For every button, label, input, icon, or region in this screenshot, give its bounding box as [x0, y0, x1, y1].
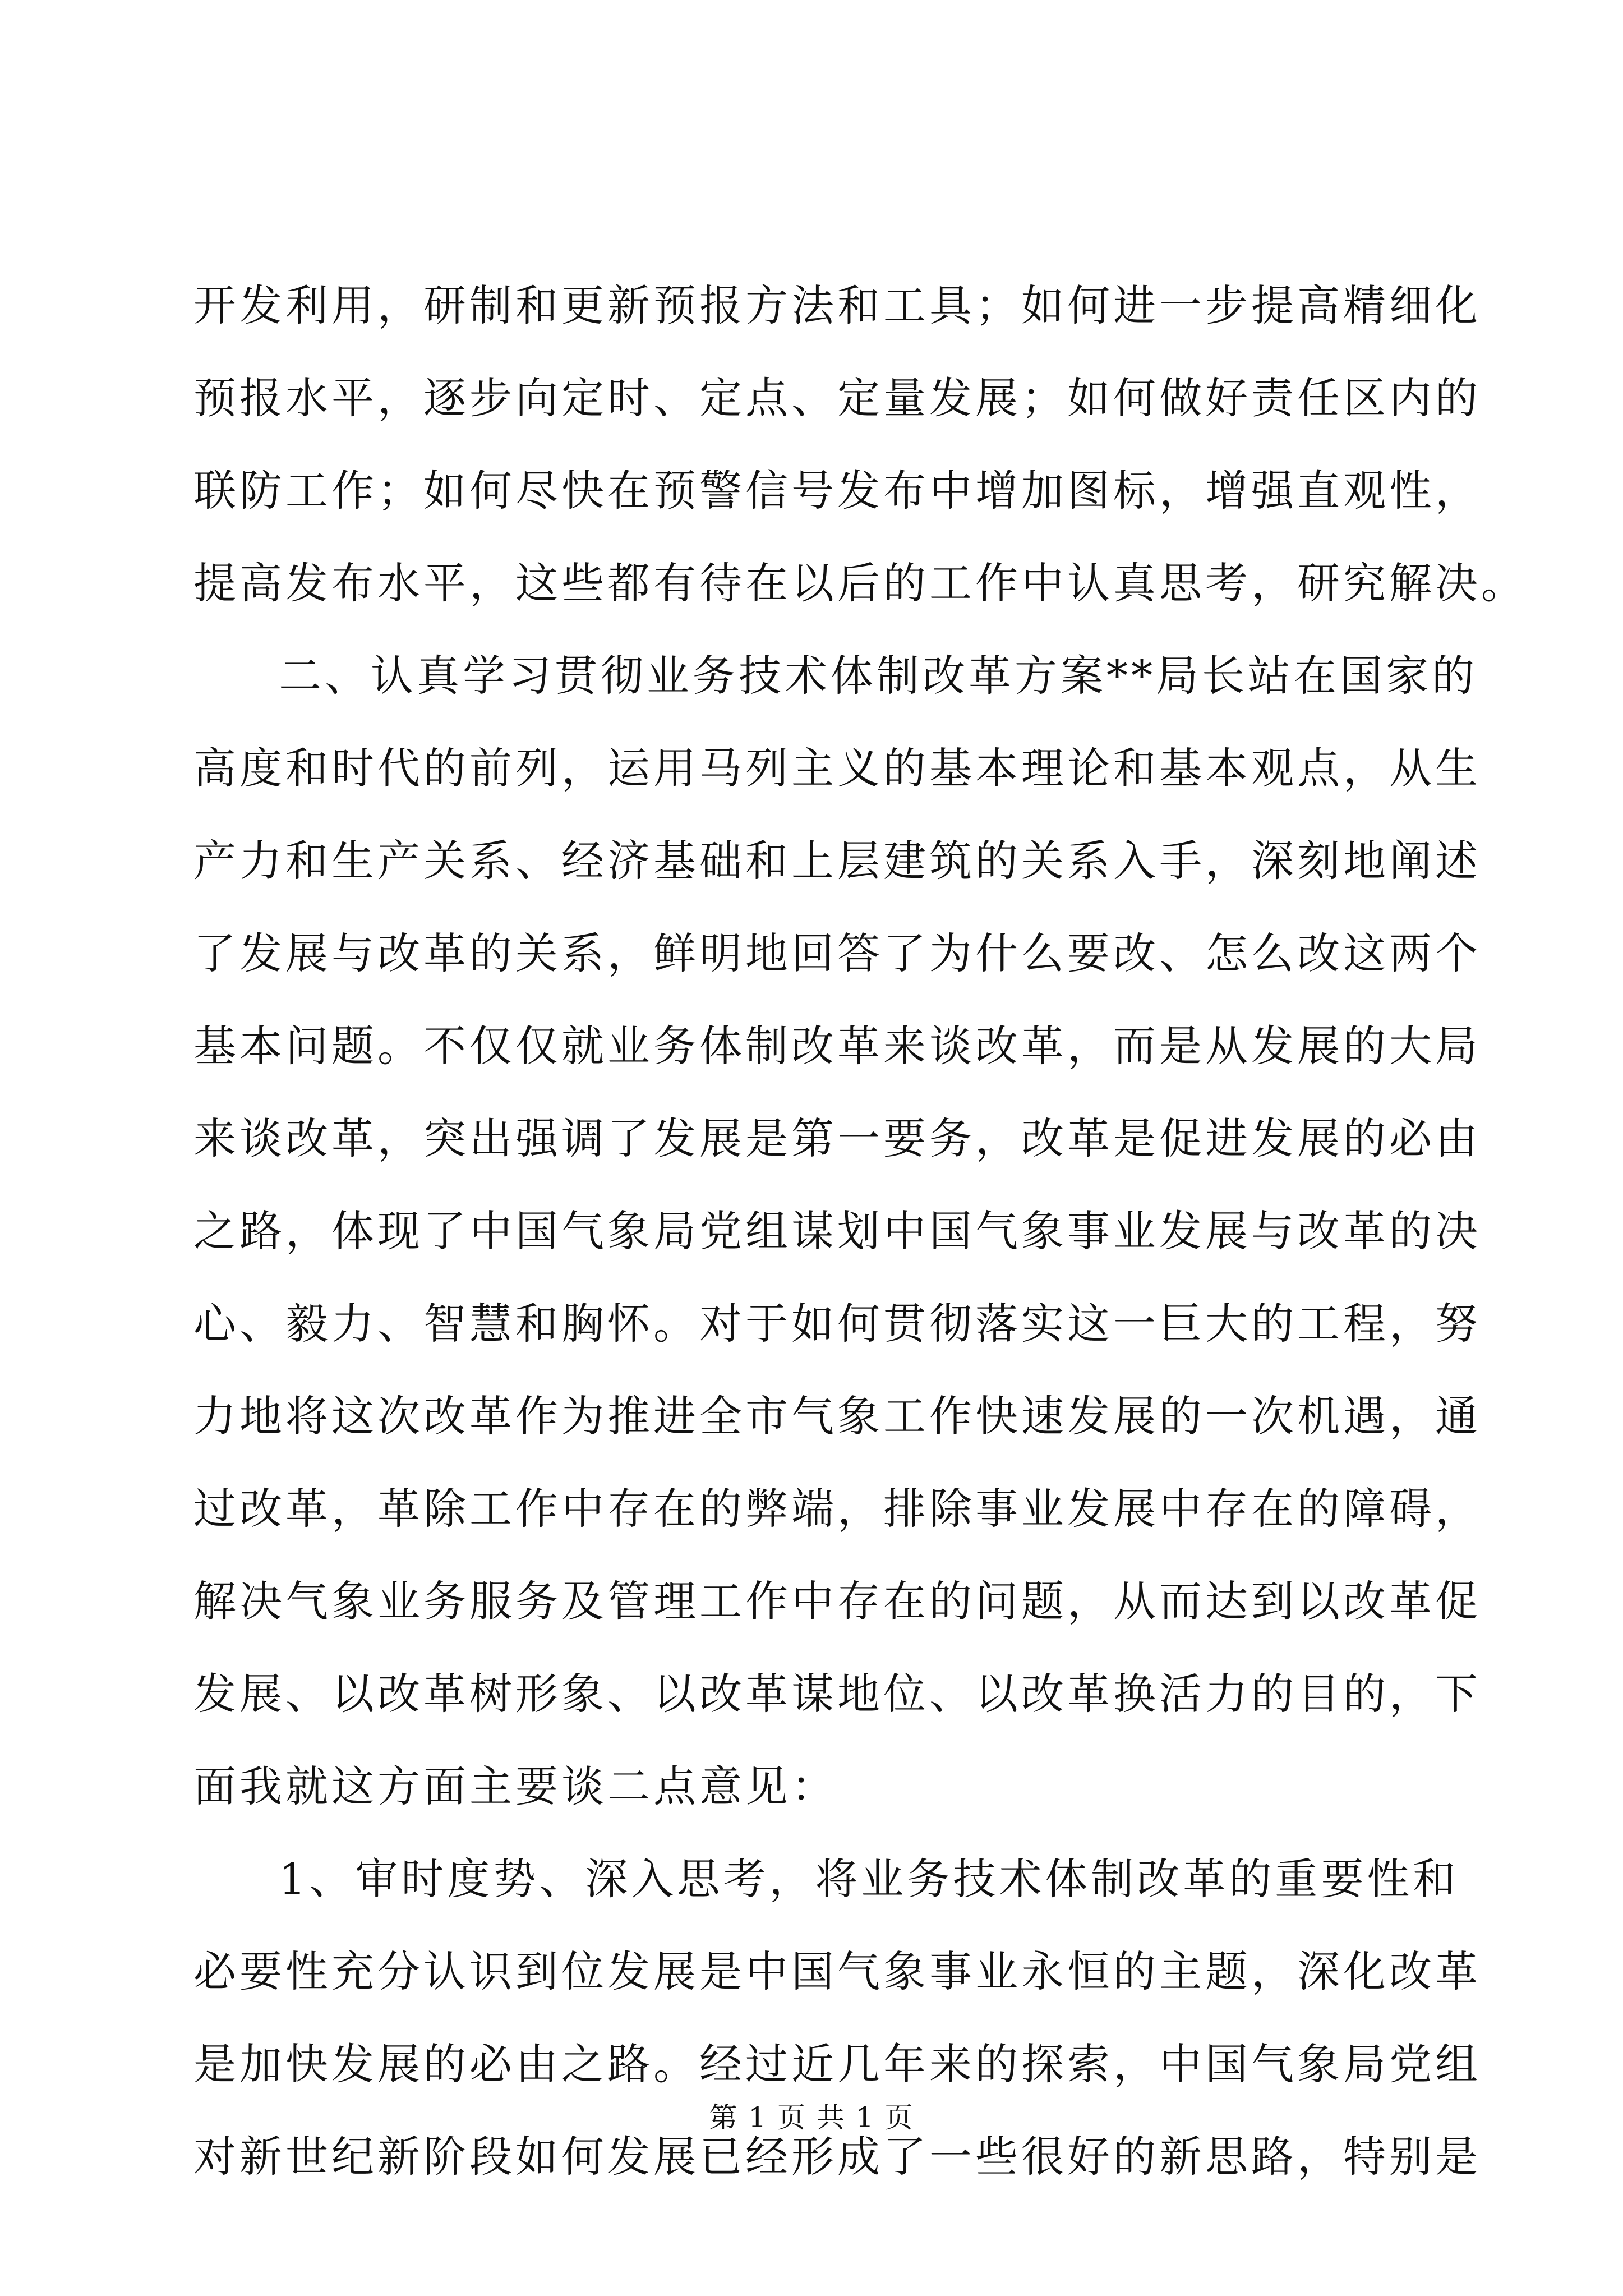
- text-line: 发展、以改革树形象、以改革谋地位、以改革换活力的目的，下: [193, 1669, 1481, 1719]
- text-line: 是加快发展的必由之路。经过近几年来的探索，中国气象局党组: [193, 2039, 1481, 2089]
- text-line: 来谈改革，突出强调了发展是第一要务，改革是促进发展的必由: [193, 1114, 1481, 1163]
- page-footer: [0, 2101, 1623, 2134]
- text-line: 对新世纪新阶段如何发展已经形成了一些很好的新思路，特别是: [193, 2132, 1481, 2182]
- paragraph-start-line: 二、认真学习贯彻业务技术体制改革方案**局长站在国家的: [279, 651, 1478, 701]
- text-line: 解决气象业务服务及管理工作中存在的问题，从而达到以改革促: [193, 1576, 1481, 1626]
- text-line: 联防工作；如何尽快在预警信号发布中增加图标，增强直观性，: [193, 466, 1481, 516]
- text-line: 了发展与改革的关系，鲜明地回答了为什么要改、怎么改这两个: [193, 928, 1481, 978]
- text-line: 高度和时代的前列，运用马列主义的基本理论和基本观点，从生: [193, 743, 1481, 793]
- text-line: 产力和生产关系、经济基础和上层建筑的关系入手，深刻地阐述: [193, 836, 1481, 886]
- text-line: 提高发布水平，这些都有待在以后的工作中认真思考，研究解决。: [193, 558, 1527, 608]
- text-line: 开发利用，研制和更新预报方法和工具；如何进一步提高精细化: [193, 280, 1481, 330]
- text-line: 基本问题。不仅仅就业务体制改革来谈改革，而是从发展的大局: [193, 1021, 1481, 1071]
- page-number-label: 第 1 页 共 1 页: [709, 2101, 914, 2134]
- text-line: 必要性充分认识到位发展是中国气象事业永恒的主题，深化改革: [193, 1947, 1481, 1996]
- text-line: 力地将这次改革作为推进全市气象工作快速发展的一次机遇，通: [193, 1391, 1481, 1441]
- text-line: 之路，体现了中国气象局党组谋划中国气象事业发展与改革的决: [193, 1206, 1481, 1256]
- body-text: [193, 259, 1527, 2203]
- text-line: 过改革，革除工作中存在的弊端，排除事业发展中存在的障碍，: [193, 1484, 1481, 1534]
- paragraph-start-line: 1、审时度势、深入思考，将业务技术体制改革的重要性和: [279, 1854, 1459, 1904]
- paragraph-end-line: 面我就这方面主要谈二点意见：: [193, 1761, 837, 1811]
- text-line: 预报水平，逐步向定时、定点、定量发展；如何做好责任区内的: [193, 373, 1481, 423]
- text-line: 心、毅力、智慧和胸怀。对于如何贯彻落实这一巨大的工程，努: [193, 1299, 1481, 1349]
